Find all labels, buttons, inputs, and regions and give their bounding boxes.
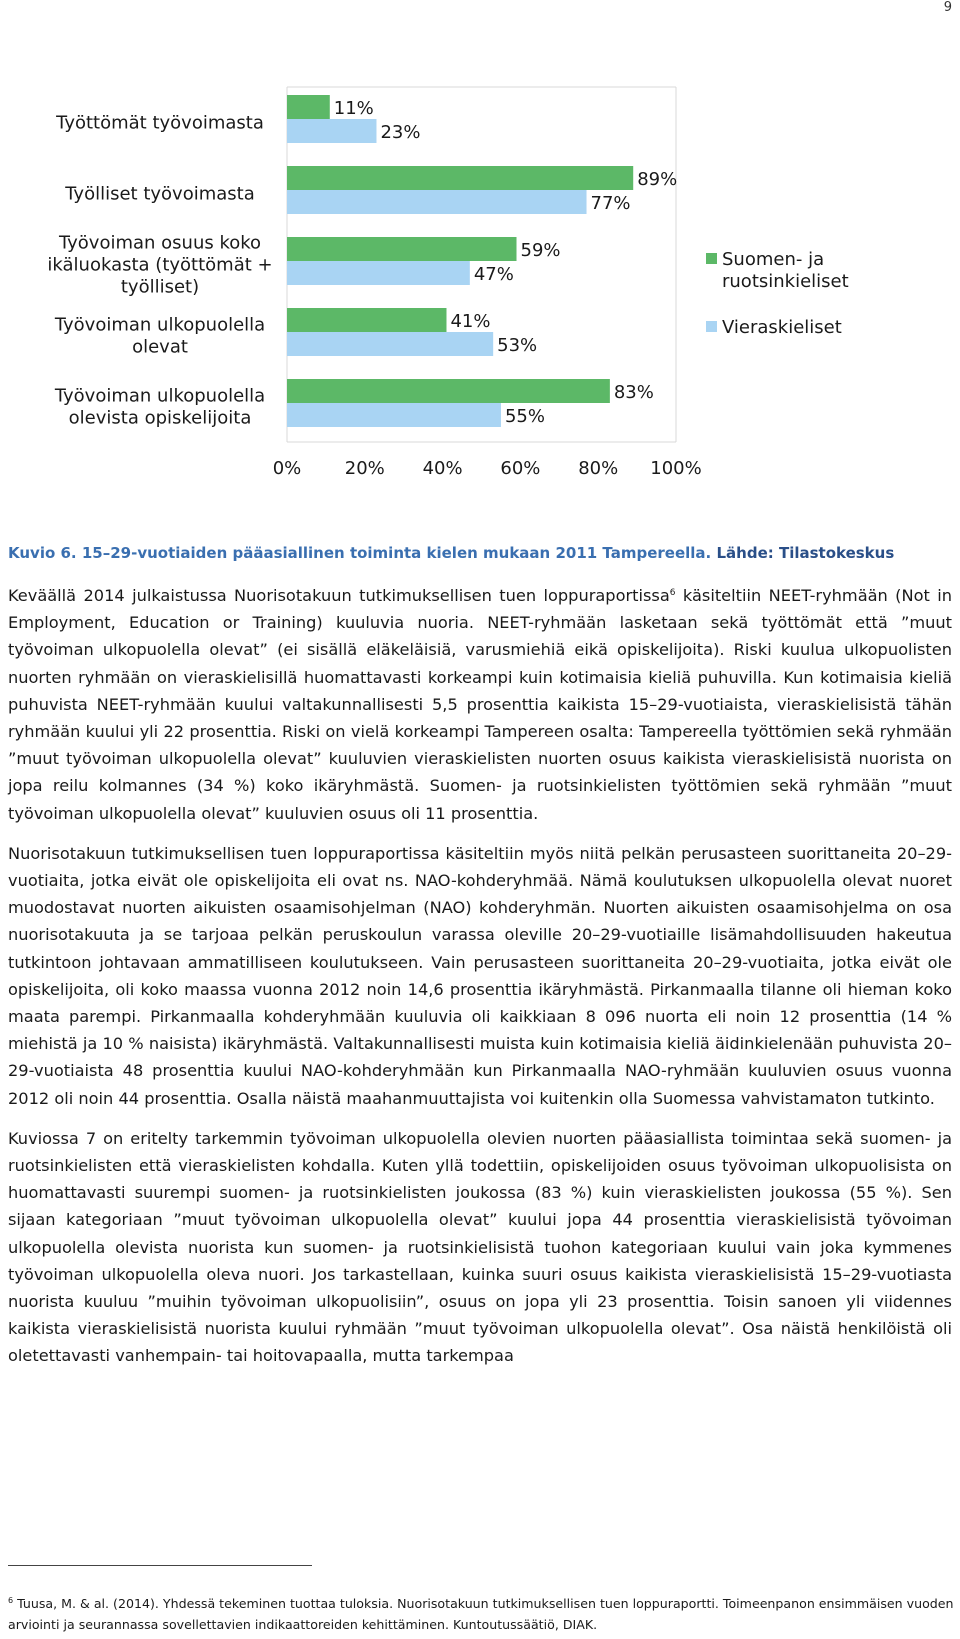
data-label: 83%: [613, 382, 654, 403]
footnote-ref: 6: [669, 588, 676, 598]
figure-caption: [8, 544, 956, 562]
legend-swatch: [706, 253, 717, 264]
data-label: 89%: [637, 169, 678, 190]
bar-foreign: [287, 190, 587, 214]
legend-swatch: [706, 321, 717, 332]
body-text: [8, 582, 952, 1383]
category-label: Työlliset työvoimasta: [65, 183, 255, 205]
paragraph-2: Nuorisotakuun tutkimuksellisen tuen loppuraportissa käsiteltiin myös niitä pelkän perusasteen suorittaneita 20–29-vuotiaita, jotka eivät ole opiskelijoita eli ovat ns. NAO-kohderyhmää. Nämä koulutuksen ulkopuolella olevat nuoret muodostavat nuorten aikuisten osaamisohjelman (NAO) kohderyhmän. Nuorten aikuisten osaamisohjelma on osa nuorisotakuuta ja se tarjoaa pelkän peruskoulun varassa oleville 20–29-vuotiaille lisämahdollisuuden hakeutua tutkintoon johtavaan ammatilliseen koulutukseen. Vain perusasteen suorittaneita 20–29-vuotiaita, jotka eivät ole opiskelijoita, oli koko maassa vuonna 2012 noin 14,6 prosenttia ikäryhmästä. Pirkanmaalla tilanne oli hieman koko maata parempi. Pirkanmaalla kohderyhmään kuuluvia oli kaikkiaan 8 096 nuorta eli noin 12 prosenttia (14 % miehistä ja 10 % naisista) ikäryhmästä. Valtakunnallisesti muista kuin kotimaisia kieliä äidinkielenään puhuvista 20–29-vuotiaista 48 prosenttia kuului NAO-kohderyhmään kun Pirkanmaalla NAO-ryhmään kuuluvien osuus vuonna 2012 oli noin 44 prosenttia. Osalla näistä maahanmuuttajista voi kuitenkin olla Suomessa vahvistamaton tutkinto.: [8, 843, 952, 1108]
caption-source: Lähde: Tilastokeskus: [716, 544, 895, 562]
bar-native: [287, 237, 517, 261]
bar-foreign: [287, 403, 501, 427]
bar-foreign: [287, 119, 376, 143]
data-label: 11%: [333, 98, 374, 119]
footnote-divider: [8, 1565, 312, 1566]
data-label: 47%: [473, 264, 514, 285]
data-label: 53%: [497, 335, 538, 356]
bar-foreign: [287, 332, 493, 356]
data-label: 41%: [450, 311, 491, 332]
caption-text: Kuvio 6. 15–29-vuotiaiden pääasiallinen toiminta kielen mukaan 2011 Tampereella.: [8, 544, 717, 562]
data-label: 77%: [590, 193, 631, 214]
paragraph-1: [8, 582, 952, 827]
bar-native: [287, 166, 633, 190]
data-label: 23%: [380, 122, 421, 143]
chart-svg: [0, 80, 960, 510]
footnote-number: 6: [8, 1596, 14, 1605]
footnote-text: Tuusa, M. & al. (2014). Yhdessä tekeminen tuottaa tuloksia. Nuorisotakuun tutkimuksellisen tuen loppuraportti. Toimeenpanon ensimmäisen vuoden arviointi ja seurannassa sovellettavien indikaattoreiden kehittäminen. Kuntoutussäätiö, DIAK.: [8, 1596, 954, 1632]
x-tick-label: 100%: [650, 458, 702, 479]
category-label: olevista opiskelijoita: [68, 407, 252, 429]
legend-label: ruotsinkieliset: [722, 271, 849, 292]
footnote: [8, 1593, 956, 1635]
bar-native: [287, 308, 446, 332]
x-tick-label: 40%: [422, 458, 463, 479]
x-tick-label: 20%: [344, 458, 385, 479]
paragraph-3: Kuviossa 7 on eritelty tarkemmin työvoiman ulkopuolella olevien nuorten pääasiallista toimintaa sekä suomen- ja ruotsinkielisten että vieraskielisten kohdalla. Kuten yllä todettiin, opiskelijoiden osuus työvoiman ulkopuolisista on huomattavasti suurempi suomen- ja ruotsinkielisten joukossa (83 %) kuin vieraskielisten joukossa (55 %). Sen sijaan kategoriaan ”muut työvoiman ulkopuolella olevat” kuului jopa 44 prosenttia vieraskielisistä työvoiman ulkopuolella olevista nuorista kun suomen- ja ruotsinkielisistä tuohon kategoriaan kuului vain joka kymmenes työvoiman ulkopuolella oleva nuori. Jos tarkastellaan, kuinka suuri osuus kaikista vieraskielisistä 15–29-vuotiasta nuorista kuuluu ”muihin työvoiman ulkopuolisiin”, osuus on jopa yli 23 prosenttia. Toisin sanoen yli viidennes kaikista vieraskielisistä nuorista kuului ryhmään ”muut työvoiman ulkopuolella olevat”. Osa näistä henkilöistä oli oletettavasti vanhempain- tai hoitovapaalla, mutta tarkempaa: [8, 1128, 952, 1366]
bar-foreign: [287, 261, 470, 285]
category-label: Työttömät työvoimasta: [56, 112, 264, 134]
paragraph-1-start: Keväällä 2014 julkaistussa Nuorisotakuun tutkimuksellisen tuen loppuraportissa: [8, 586, 670, 605]
x-tick-label: 80%: [578, 458, 619, 479]
data-label: 55%: [504, 406, 545, 427]
legend-label: Suomen- ja: [722, 249, 825, 270]
category-label: Työvoiman osuus koko: [58, 232, 262, 254]
x-tick-label: 60%: [500, 458, 541, 479]
page-number: 9: [943, 0, 952, 15]
category-label: olevat: [132, 336, 188, 358]
data-label: 59%: [520, 240, 561, 261]
category-label: ikäluokasta (työttömät +: [47, 254, 273, 276]
legend-label: Vieraskieliset: [722, 317, 842, 338]
category-label: Työvoiman ulkopuolella: [54, 314, 266, 336]
paragraph-1-rest: käsiteltiin NEET-ryhmään (Not in Employment, Education or Training) kuuluvia nuoria. NEET-ryhmään lasketaan sekä työttömät että ”muut työvoiman ulkopuolella olevat” (ei sisällä eläkeläisiä, varusmiehiä eikä opiskelijoita). Riski kuulua ulkopuolisten nuorten ryhmään on vieraskielisillä huomattavasti korkeampi kuin kotimaisia kieliä puhuvilla. Kun kotimaisia kieliä puhuvista NEET-ryhmään kuului valtakunnallisesti 5,5 prosenttia kaikista 15–29-vuotiaista, vieraskielisistä tähän ryhmään kuului yli 22 prosenttia. Riski on vielä korkeampi Tampereen osalta: Tampereella työttömien sekä ryhmään ”muut työvoiman ulkopuolella olevat” kuuluvien vieraskielisten nuorten osuus kaikista vieraskielisistä nuorista on jopa reilu kolmannes (34 %) koko ikäryhmästä. Suomen- ja ruotsinkielisten työttömien sekä ryhmään ”muut työvoiman ulkopuolella olevat” kuuluvien osuus oli 11 prosenttia.: [8, 586, 953, 823]
x-tick-label: 0%: [272, 458, 302, 479]
category-label: työlliset): [120, 276, 200, 298]
bar-native: [287, 379, 610, 403]
bar-native: [287, 95, 330, 119]
category-label: Työvoiman ulkopuolella: [54, 385, 266, 407]
bar-chart: [0, 80, 960, 510]
